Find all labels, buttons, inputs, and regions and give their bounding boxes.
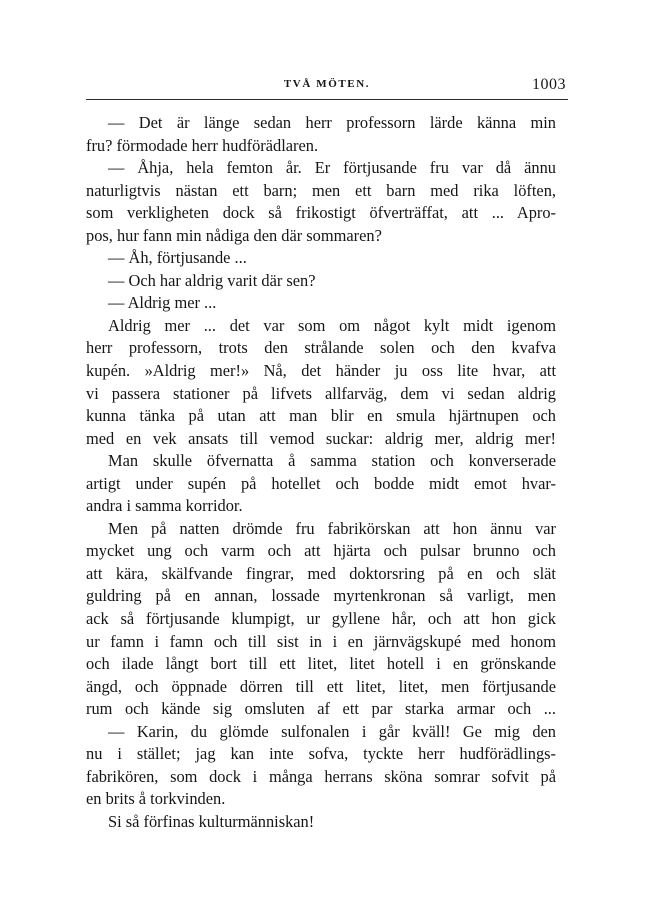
text-line: att kära, skälfvande fingrar, med doktorsring på en och slät: [86, 563, 556, 583]
text-line: — Karin, du glömde sulfonalen i går kväll! Ge mig den: [108, 721, 556, 741]
text-line: kupén. »Aldrig mer!» Nå, det händer ju oss lite hvar, att: [86, 361, 556, 381]
page-number: 1003: [532, 76, 566, 93]
text-line: en brits å torkvinden.: [86, 789, 226, 809]
text-line: — Aldrig mer ...: [108, 293, 217, 313]
text-line: artigt under supén på hotellet och bodde midt emot hvar-: [86, 473, 556, 493]
text-line: kunna tänka på utan att man blir en smula hjärtnupen och: [86, 406, 556, 426]
text-line: fabrikören, som dock i många herrans sköna somrar sofvit på: [86, 766, 556, 786]
text-line: — Det är länge sedan herr professorn lärde känna min: [108, 113, 556, 132]
text-line: ack så förtjusande klumpigt, ur gyllene hår, och att hon gick: [86, 609, 556, 629]
text-line: fru? förmodade herr hudförädlaren.: [86, 135, 319, 155]
text-line: och ilade långt bort till ett litet, litet hotell i en grönskande: [86, 654, 556, 674]
header-rule: [86, 99, 568, 100]
text-line: nu i stället; jag kan inte sofva, tyckte herr hudförädlings-: [86, 744, 556, 764]
text-line: ur famn i famn och till sist in i en järnvägskupé med honom: [86, 631, 556, 651]
text-line: Men på natten drömde fru fabrikörskan att hon ännu var: [108, 518, 556, 538]
text-line: Man skulle öfvernatta å samma station och konverserade: [108, 451, 556, 471]
text-line: — Och har aldrig varit där sen?: [108, 270, 316, 290]
body-text: [86, 112, 556, 834]
text-line: andra i samma korridor.: [86, 496, 243, 516]
text-line: som verkligheten dock så frikostigt öfverträffat, att ... Apro-: [86, 203, 556, 223]
running-head: [86, 78, 568, 98]
running-title: TVÅ MÖTEN.: [283, 78, 371, 90]
text-line: med en vek ansats till vemod suckar: aldrig mer, aldrig mer!: [86, 428, 556, 448]
text-line: mycket ung och varm och att hjärta och pulsar brunno och: [86, 541, 556, 561]
text-line: vi passera stationer på lifvets allfarväg, dem vi sedan aldrig: [86, 383, 556, 403]
text-line: — Åhja, hela femton år. Er förtjusande fru var då ännu: [108, 158, 556, 178]
text-line: — Åh, förtjusande ...: [108, 248, 247, 268]
text-line: guldring på en annan, lossade myrtenkronan så varligt, men: [86, 586, 556, 606]
text-line: herr professorn, trots den strålande solen och den kvafva: [86, 338, 556, 358]
text-line: ängd, och öppnade dörren till ett litet, litet, men förtjusande: [86, 676, 556, 696]
text-line: Aldrig mer ... det var som om något kylt midt igenom: [108, 315, 556, 335]
text-line: pos, hur fann min nådiga den där sommaren?: [86, 225, 382, 245]
text-line: naturligtvis nästan ett barn; men ett barn med rika löften,: [86, 180, 556, 200]
text-line: Si så förfinas kulturmänniskan!: [108, 811, 315, 831]
text-line: rum och kände sig omsluten af ett par starka armar och ...: [86, 699, 556, 719]
